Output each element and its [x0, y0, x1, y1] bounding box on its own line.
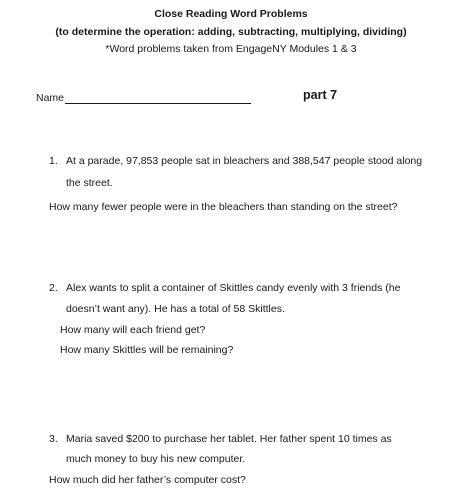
problem-2-question-1: How many will each friend get? [60, 324, 206, 336]
problem-2-number: 2. [49, 282, 58, 294]
problem-2-line-2: doesn’t want any). He has a total of 58 Skittles. [66, 303, 285, 315]
problem-1-line-2: the street. [66, 177, 113, 189]
problem-3-line-2: much money to buy his new computer. [66, 453, 246, 465]
name-field[interactable] [36, 92, 251, 104]
problem-2-line-1: Alex wants to split a container of Skittles candy evenly with 3 friends (he [66, 282, 401, 294]
problem-1-number: 1. [49, 155, 58, 167]
source-note: *Word problems taken from EngageNY Modules 1 & 3 [105, 43, 357, 55]
problem-2-question-2: How many Skittles will be remaining? [60, 344, 234, 356]
problem-3-line-1: Maria saved $200 to purchase her tablet. Her father spent 10 times as [66, 433, 392, 445]
worksheet-title: Close Reading Word Problems [154, 8, 308, 20]
part-label: part 7 [303, 88, 338, 102]
name-blank-line[interactable] [65, 93, 251, 104]
problem-1-question-1: How many fewer people were in the bleachers than standing on the street? [49, 201, 398, 213]
problem-3-question-1: How much did her father’s computer cost? [49, 474, 246, 486]
problem-3-number: 3. [49, 433, 58, 445]
name-label: Name [36, 92, 65, 104]
problem-1-line-1: At a parade, 97,853 people sat in bleachers and 388,547 people stood along [66, 155, 423, 167]
worksheet-subtitle: (to determine the operation: adding, subtracting, multiplying, dividing) [55, 26, 407, 38]
